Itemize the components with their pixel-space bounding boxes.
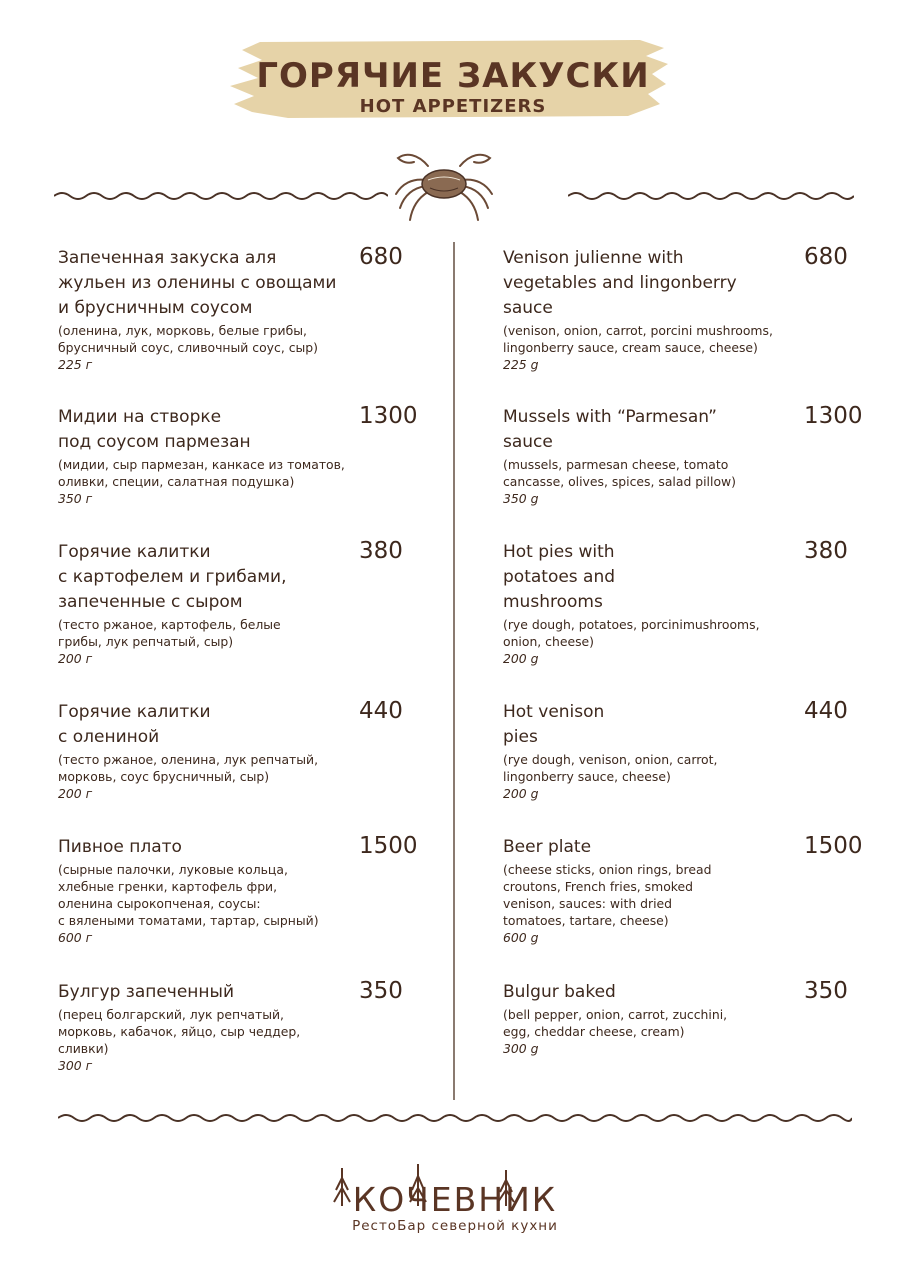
menu-item-en bbox=[503, 980, 803, 1057]
item-price: 1300 bbox=[804, 403, 863, 429]
item-name: Запеченная закуска аля жульен из оленины с овощами и брусничным соусом bbox=[58, 248, 337, 318]
item-weight: 200 g bbox=[503, 651, 539, 666]
item-weight: 200 г bbox=[58, 786, 93, 801]
menu-item-en bbox=[503, 405, 803, 507]
item-name: Пивное плато bbox=[58, 837, 182, 857]
item-description: (rye dough, venison, onion, carrot, lingonberry sauce, cheese) bbox=[503, 752, 718, 784]
item-name: Горячие калитки с картофелем и грибами, запеченные с сыром bbox=[58, 542, 287, 612]
item-weight: 600 г bbox=[58, 930, 93, 945]
item-price: 680 bbox=[804, 244, 848, 270]
item-weight: 225 g bbox=[503, 357, 539, 372]
item-description: (venison, onion, carrot, porcini mushrooms, lingonberry sauce, cream sauce, cheese) bbox=[503, 323, 773, 355]
page-subtitle: HOT APPETIZERS bbox=[359, 96, 547, 117]
item-name: Bulgur baked bbox=[503, 982, 616, 1002]
item-price: 380 bbox=[804, 538, 848, 564]
wave-divider-left bbox=[54, 190, 388, 202]
item-description: (bell pepper, onion, carrot, zucchini, egg, cheddar cheese, cream) bbox=[503, 1007, 728, 1039]
item-weight: 225 г bbox=[58, 357, 93, 372]
item-description: (mussels, parmesan cheese, tomato cancasse, olives, spices, salad pillow) bbox=[503, 457, 736, 489]
item-name: Булгур запеченный bbox=[58, 982, 235, 1002]
item-description: (тесто ржаное, оленина, лук репчатый, морковь, соус брусничный, сыр) bbox=[58, 752, 319, 784]
item-name: Hot venison pies bbox=[503, 702, 605, 747]
wave-divider-bottom bbox=[58, 1112, 852, 1124]
menu-item-ru bbox=[58, 980, 358, 1074]
item-description: (cheese sticks, onion rings, bread croutons, French fries, smoked venison, sauces: with dried tomatoes, tartare, cheese) bbox=[503, 862, 712, 928]
item-name: Venison julienne with vegetables and lingonberry sauce bbox=[503, 248, 737, 318]
item-name: Горячие калитки с олениной bbox=[58, 702, 211, 747]
menu-item-ru bbox=[58, 405, 358, 507]
item-name: Hot pies with potatoes and mushrooms bbox=[503, 542, 616, 612]
item-price: 1500 bbox=[804, 833, 863, 859]
item-price: 440 bbox=[359, 698, 403, 724]
crab-icon bbox=[388, 144, 500, 226]
item-price: 440 bbox=[804, 698, 848, 724]
item-description: (тесто ржаное, картофель, белые грибы, лук репчатый, сыр) bbox=[58, 617, 281, 649]
item-description: (оленина, лук, морковь, белые грибы, брусничный соус, сливочный соус, сыр) bbox=[58, 323, 318, 355]
item-weight: 300 г bbox=[58, 1058, 93, 1073]
item-price: 350 bbox=[804, 978, 848, 1004]
item-name: Beer plate bbox=[503, 837, 592, 857]
menu-item-en bbox=[503, 540, 803, 667]
logo-tagline: РестоБар северной кухни bbox=[352, 1218, 558, 1234]
item-description: (сырные палочки, луковые кольца, хлебные гренки, картофель фри, оленина сырокопченая, соусы: с вялеными томатами, тартар, сырный) bbox=[58, 862, 319, 928]
item-price: 1300 bbox=[359, 403, 418, 429]
item-weight: 200 g bbox=[503, 786, 539, 801]
menu-item-ru bbox=[58, 835, 358, 946]
menu-item-ru bbox=[58, 246, 358, 373]
menu-item-ru bbox=[58, 700, 358, 802]
menu-item-en bbox=[503, 700, 803, 802]
menu-item-en bbox=[503, 246, 803, 373]
item-weight: 350 г bbox=[58, 491, 93, 506]
item-name: Мидии на створке под соусом пармезан bbox=[58, 407, 251, 452]
item-weight: 600 g bbox=[503, 930, 539, 945]
item-price: 1500 bbox=[359, 833, 418, 859]
item-description: (перец болгарский, лук репчатый, морковь, кабачок, яйцо, сыр чеддер, сливки) bbox=[58, 1007, 301, 1056]
item-weight: 300 g bbox=[503, 1041, 539, 1056]
item-weight: 350 g bbox=[503, 491, 539, 506]
menu-item-en bbox=[503, 835, 803, 946]
item-price: 380 bbox=[359, 538, 403, 564]
wave-divider-right bbox=[568, 190, 854, 202]
item-description: (мидии, сыр пармезан, канкасе из томатов, оливки, специи, салатная подушка) bbox=[58, 457, 345, 489]
column-divider bbox=[453, 242, 455, 1100]
menu-item-ru bbox=[58, 540, 358, 667]
page-title: ГОРЯЧИЕ ЗАКУСКИ bbox=[256, 56, 650, 96]
item-description: (rye dough, potatoes, porcinimushrooms, onion, cheese) bbox=[503, 617, 760, 649]
item-price: 350 bbox=[359, 978, 403, 1004]
logo-text: КОЧЕВНИК bbox=[352, 1180, 558, 1219]
item-weight: 200 г bbox=[58, 651, 93, 666]
item-price: 680 bbox=[359, 244, 403, 270]
item-name: Mussels with “Parmesan” sauce bbox=[503, 407, 717, 452]
